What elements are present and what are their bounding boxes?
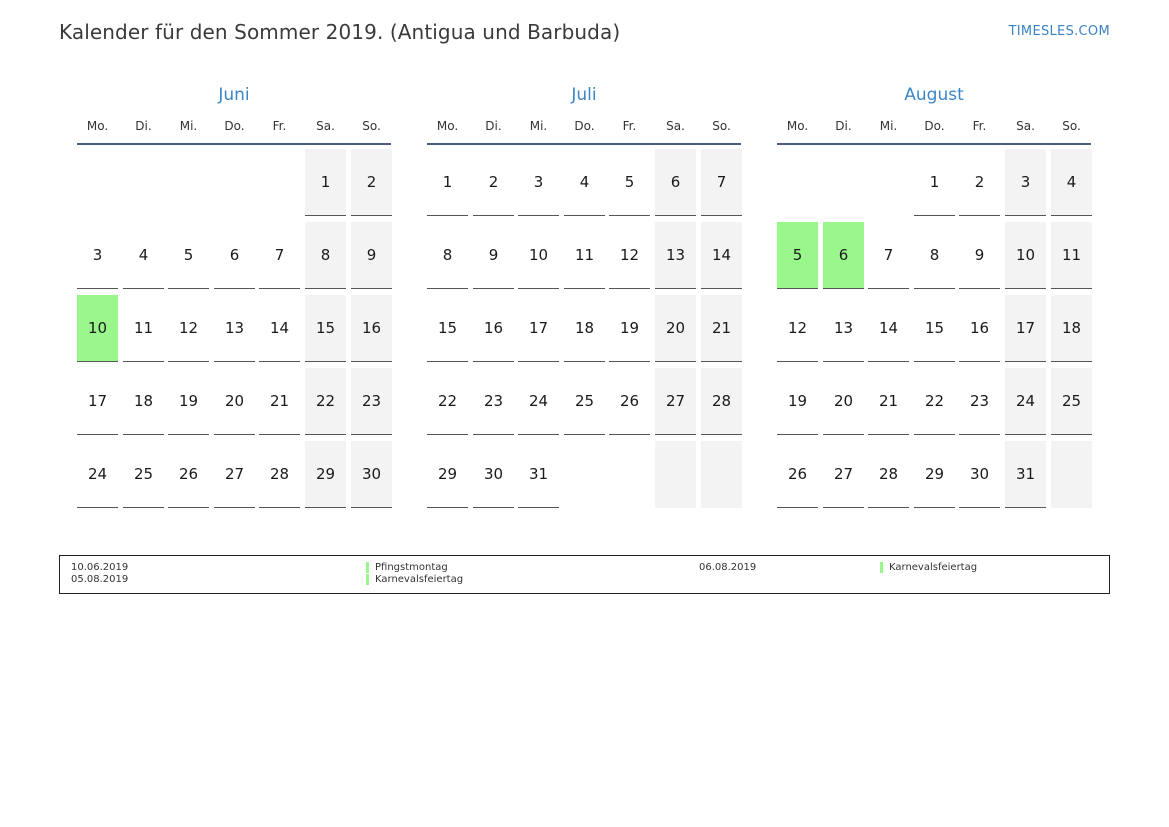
month-name: August	[904, 85, 964, 105]
day-cell: 30	[473, 441, 514, 508]
month-name: Juni	[218, 85, 250, 105]
day-cell: 17	[77, 368, 118, 435]
weekday-label: Mi.	[529, 119, 548, 133]
weekday-label: Do.	[574, 119, 595, 133]
weekday-label: Mo.	[86, 119, 109, 133]
day-cell: 27	[655, 368, 696, 435]
day-cell: 25	[1051, 368, 1092, 435]
day-cell: 24	[1005, 368, 1046, 435]
holiday-day-cell: 6	[823, 222, 864, 289]
day-cell: 19	[609, 295, 650, 362]
day-cell: 20	[655, 295, 696, 362]
weekday-label: So.	[362, 119, 381, 133]
day-cell: 28	[259, 441, 300, 508]
day-cell: 11	[123, 295, 164, 362]
weekday-label: Fr.	[272, 119, 287, 133]
day-cell: 28	[868, 441, 909, 508]
day-cell: 31	[1005, 441, 1046, 508]
day-cell: 31	[518, 441, 559, 508]
day-cell: 11	[564, 222, 605, 289]
day-cell: 5	[609, 149, 650, 216]
weekday-label: Mi.	[879, 119, 898, 133]
day-cell: 25	[564, 368, 605, 435]
day-cell: 16	[473, 295, 514, 362]
day-cell: 18	[564, 295, 605, 362]
day-cell: 21	[259, 368, 300, 435]
legend-holiday-name: Karnevalsfeiertag	[880, 562, 977, 573]
day-cell: 29	[427, 441, 468, 508]
weekday-label: Di.	[835, 119, 852, 133]
day-cell: 7	[868, 222, 909, 289]
weekday-header	[77, 119, 391, 145]
weekday-label: Sa.	[316, 119, 335, 133]
day-cell: 8	[427, 222, 468, 289]
day-cell: 30	[959, 441, 1000, 508]
day-cell: 28	[701, 368, 742, 435]
empty-weekend-cell	[655, 441, 696, 508]
day-cell: 9	[351, 222, 392, 289]
day-cell: 13	[823, 295, 864, 362]
day-cell: 17	[1005, 295, 1046, 362]
weekday-label: Fr.	[972, 119, 987, 133]
weekday-header	[427, 119, 741, 145]
month-august	[777, 82, 1091, 483]
day-cell: 15	[914, 295, 955, 362]
day-cell: 23	[473, 368, 514, 435]
day-cell: 24	[518, 368, 559, 435]
day-cell: 3	[1005, 149, 1046, 216]
day-cell: 18	[1051, 295, 1092, 362]
day-cell: 23	[351, 368, 392, 435]
day-cell: 20	[214, 368, 255, 435]
weekday-label: Di.	[135, 119, 152, 133]
day-cell: 30	[351, 441, 392, 508]
day-cell: 7	[259, 222, 300, 289]
day-cell: 12	[609, 222, 650, 289]
day-cell: 2	[959, 149, 1000, 216]
weekday-label: So.	[712, 119, 731, 133]
day-cell: 14	[868, 295, 909, 362]
holiday-day-cell: 10	[77, 295, 118, 362]
day-cell: 25	[123, 441, 164, 508]
legend-date: 05.08.2019	[71, 574, 129, 585]
day-cell: 16	[351, 295, 392, 362]
weekday-label: Mo.	[786, 119, 809, 133]
weekday-label: Do.	[924, 119, 945, 133]
day-cell: 15	[305, 295, 346, 362]
day-cell: 4	[123, 222, 164, 289]
weekday-label: Mi.	[179, 119, 198, 133]
day-cell: 1	[427, 149, 468, 216]
day-cell: 2	[473, 149, 514, 216]
day-cell: 21	[868, 368, 909, 435]
day-cell: 22	[427, 368, 468, 435]
legend-holiday-name: Pfingstmontag	[366, 562, 448, 573]
page-title: Kalender für den Sommer 2019. (Antigua und Barbuda)	[59, 20, 621, 44]
legend-holiday-name: Karnevalsfeiertag	[366, 574, 463, 585]
day-cell: 26	[777, 441, 818, 508]
day-cell: 11	[1051, 222, 1092, 289]
day-cell: 26	[609, 368, 650, 435]
day-cell: 4	[1051, 149, 1092, 216]
day-cell: 24	[77, 441, 118, 508]
day-cell: 8	[914, 222, 955, 289]
day-cell: 27	[214, 441, 255, 508]
day-cell: 7	[701, 149, 742, 216]
day-cell: 13	[655, 222, 696, 289]
day-cell: 1	[305, 149, 346, 216]
month-name: Juli	[571, 85, 597, 105]
legend-date: 06.08.2019	[699, 562, 757, 573]
month-july	[427, 82, 741, 483]
weekday-label: So.	[1062, 119, 1081, 133]
holiday-legend	[59, 555, 1110, 594]
day-cell: 14	[701, 222, 742, 289]
day-cell: 10	[518, 222, 559, 289]
weekday-label: Do.	[224, 119, 245, 133]
day-cell: 4	[564, 149, 605, 216]
day-cell: 16	[959, 295, 1000, 362]
day-cell: 18	[123, 368, 164, 435]
month-june	[77, 82, 391, 483]
holiday-day-cell: 5	[777, 222, 818, 289]
day-cell: 20	[823, 368, 864, 435]
day-cell: 21	[701, 295, 742, 362]
day-cell: 14	[259, 295, 300, 362]
brand-link[interactable]: TIMESLES.COM	[1008, 24, 1110, 39]
day-cell: 26	[168, 441, 209, 508]
day-cell: 23	[959, 368, 1000, 435]
empty-weekend-cell	[701, 441, 742, 508]
day-cell: 17	[518, 295, 559, 362]
day-cell: 1	[914, 149, 955, 216]
day-cell: 19	[168, 368, 209, 435]
day-cell: 15	[427, 295, 468, 362]
weekday-label: Mo.	[436, 119, 459, 133]
day-cell: 6	[214, 222, 255, 289]
day-cell: 9	[473, 222, 514, 289]
day-cell: 12	[168, 295, 209, 362]
day-cell: 8	[305, 222, 346, 289]
weekday-label: Sa.	[666, 119, 685, 133]
day-cell: 22	[305, 368, 346, 435]
weekday-label: Sa.	[1016, 119, 1035, 133]
weekday-label: Di.	[485, 119, 502, 133]
empty-weekend-cell	[1051, 441, 1092, 508]
day-cell: 5	[168, 222, 209, 289]
weekday-label: Fr.	[622, 119, 637, 133]
day-cell: 19	[777, 368, 818, 435]
legend-date: 10.06.2019	[71, 562, 129, 573]
day-cell: 22	[914, 368, 955, 435]
day-cell: 9	[959, 222, 1000, 289]
day-cell: 3	[77, 222, 118, 289]
day-cell: 2	[351, 149, 392, 216]
day-cell: 12	[777, 295, 818, 362]
day-cell: 27	[823, 441, 864, 508]
day-cell: 29	[305, 441, 346, 508]
day-cell: 29	[914, 441, 955, 508]
day-cell: 6	[655, 149, 696, 216]
weekday-header	[777, 119, 1091, 145]
day-cell: 13	[214, 295, 255, 362]
day-cell: 10	[1005, 222, 1046, 289]
day-cell: 3	[518, 149, 559, 216]
